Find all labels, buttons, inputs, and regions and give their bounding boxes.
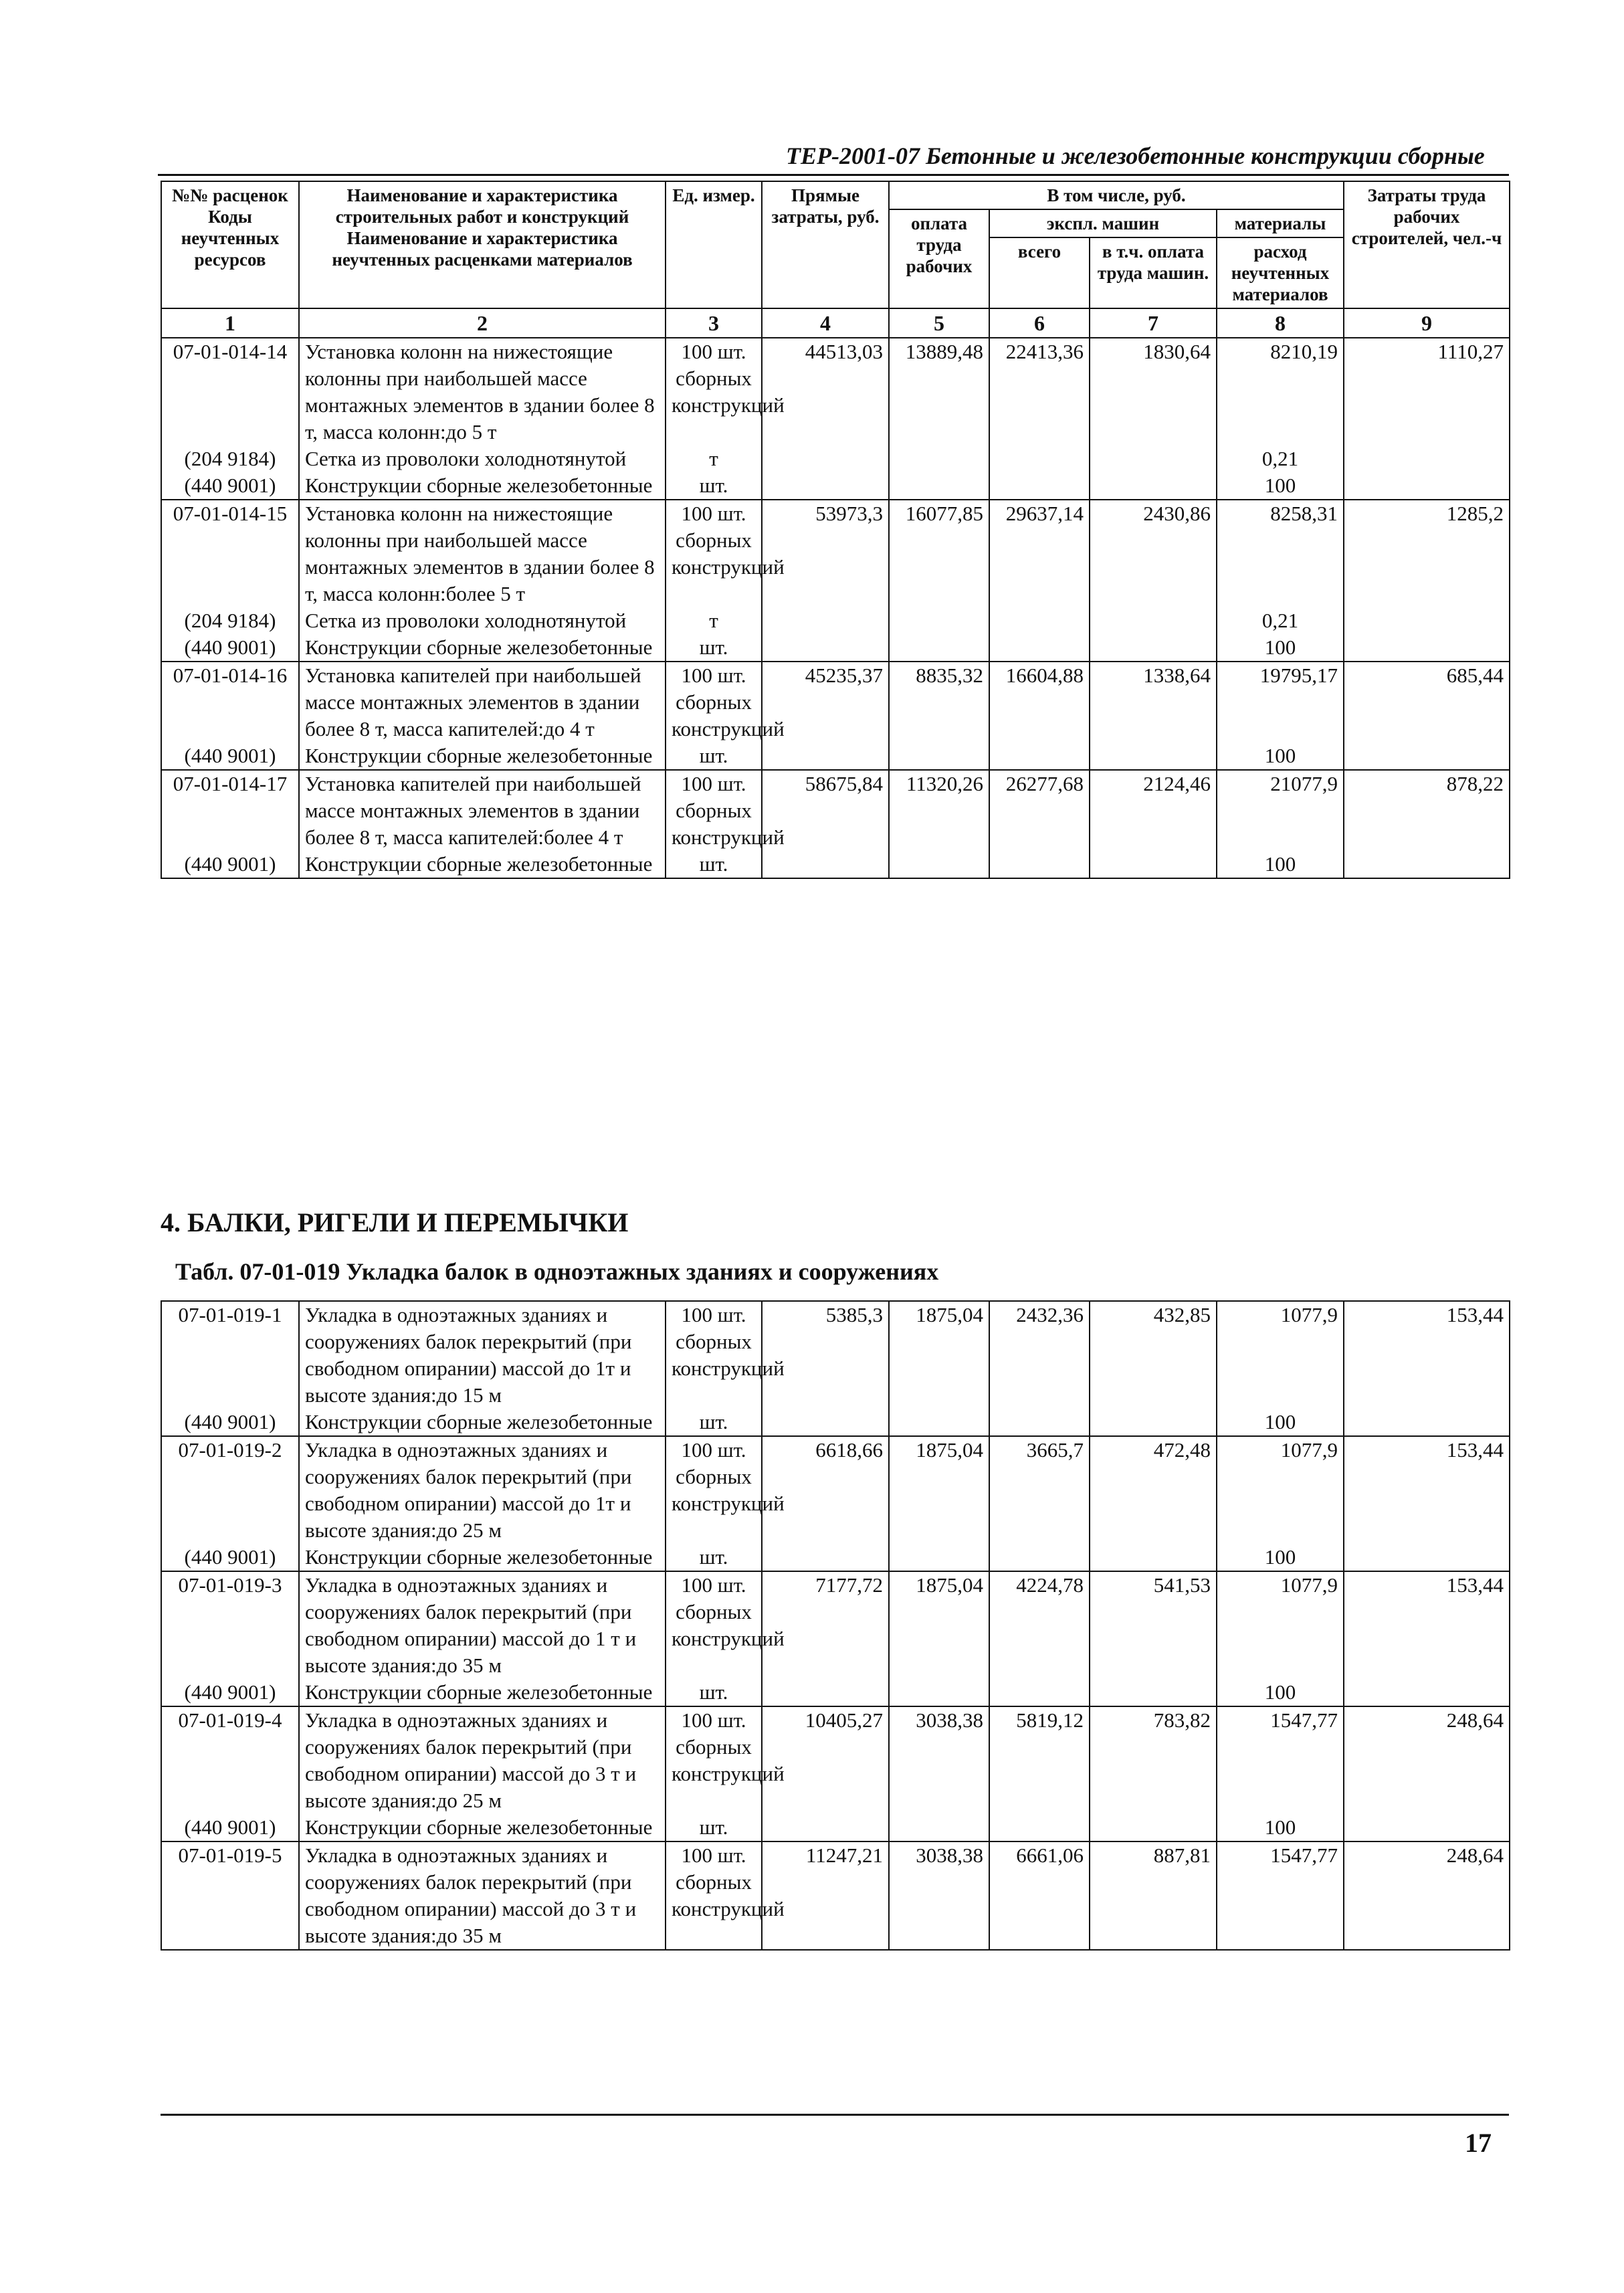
direct-cost: 10405,27 [762,1706,889,1814]
empty-cell [762,1544,889,1571]
column-number: 6 [989,308,1090,338]
empty-cell [1344,742,1510,770]
resource-name: Конструкции сборные железобетонные [299,1814,666,1841]
labor-hours: 878,22 [1344,770,1510,851]
work-name: Укладка в одноэтажных зданиях и сооружениях балок перекрытий (при свободном опирании) массой до 1т и высоте здания:до 15 м [299,1301,666,1409]
unit: 100 шт. сборных конструкций [666,770,762,851]
empty-cell [989,607,1090,634]
col-pay-header: оплата труда рабочих [889,209,989,308]
col-mach-pay-header: в т.ч. оплата труда машин. [1090,237,1217,308]
labor-hours: 1110,27 [1344,338,1510,445]
col-labor-header: Затраты труда рабочих строителей, чел.-ч [1344,181,1510,308]
empty-cell [889,742,989,770]
empty-cell [889,607,989,634]
empty-cell [1090,634,1217,662]
empty-cell [1090,1544,1217,1571]
empty-cell [989,634,1090,662]
resource-unit: шт. [666,634,762,662]
empty-cell [1090,607,1217,634]
materials-cost: 19795,17 [1217,662,1344,742]
empty-cell [762,472,889,500]
materials-cost: 1077,9 [1217,1301,1344,1409]
resource-name: Конструкции сборные железобетонные [299,472,666,500]
col-mat-sub-header: расход неучтенных материалов [1217,237,1344,308]
resource-consumption: 100 [1217,1544,1344,1571]
empty-cell [1344,1544,1510,1571]
rate-code: 07-01-014-17 [161,770,299,851]
resource-name: Конструкции сборные железобетонные [299,634,666,662]
empty-cell [1090,1814,1217,1841]
direct-cost: 5385,3 [762,1301,889,1409]
empty-cell [889,634,989,662]
labor-pay: 3038,38 [889,1841,989,1950]
rate-code: 07-01-014-15 [161,500,299,607]
empty-cell [889,1679,989,1706]
column-number: 7 [1090,308,1217,338]
materials-cost: 1077,9 [1217,1436,1344,1544]
machine-pay: 887,81 [1090,1841,1217,1950]
work-name: Укладка в одноэтажных зданиях и сооружениях балок перекрытий (при свободном опирании) массой до 1 т и высоте здания:до 35 м [299,1571,666,1679]
resource-code: (440 9001) [161,1409,299,1436]
resource-row [161,1544,1510,1571]
empty-cell [889,1409,989,1436]
resource-unit: шт. [666,1544,762,1571]
direct-cost: 58675,84 [762,770,889,851]
unit: 100 шт. сборных конструкций [666,1706,762,1814]
resource-name: Конструкции сборные железобетонные [299,851,666,878]
resource-name: Конструкции сборные железобетонные [299,1409,666,1436]
unit: 100 шт. сборных конструкций [666,662,762,742]
rate-code: 07-01-019-5 [161,1841,299,1950]
labor-hours: 248,64 [1344,1841,1510,1950]
resource-name: Сетка из проволоки холоднотянутой [299,445,666,472]
resource-code: (440 9001) [161,1679,299,1706]
resource-row [161,1409,1510,1436]
column-number: 5 [889,308,989,338]
table-row [161,770,1510,851]
empty-cell [1344,851,1510,878]
empty-cell [1344,1679,1510,1706]
machine-pay: 541,53 [1090,1571,1217,1679]
empty-cell [1344,1409,1510,1436]
resource-consumption: 100 [1217,1679,1344,1706]
labor-hours: 248,64 [1344,1706,1510,1814]
resource-unit: шт. [666,1679,762,1706]
machine-pay: 783,82 [1090,1706,1217,1814]
resource-code: (440 9001) [161,634,299,662]
resource-name: Конструкции сборные железобетонные [299,1544,666,1571]
rate-code: 07-01-019-3 [161,1571,299,1679]
empty-cell [1344,472,1510,500]
empty-cell [1344,634,1510,662]
table-row [161,338,1510,445]
direct-cost: 11247,21 [762,1841,889,1950]
machine-cost: 26277,68 [989,770,1090,851]
col-incl-header: В том числе, руб. [889,181,1344,209]
empty-cell [989,1814,1090,1841]
resource-row [161,1679,1510,1706]
unit: 100 шт. сборных конструкций [666,338,762,445]
table-row [161,1841,1510,1950]
empty-cell [1344,607,1510,634]
col-direct-header: Прямые затраты, руб. [762,181,889,308]
rate-code: 07-01-019-4 [161,1706,299,1814]
empty-cell [1090,445,1217,472]
machine-cost: 4224,78 [989,1571,1090,1679]
empty-cell [762,1409,889,1436]
beams-table-body [161,1301,1510,1950]
work-name: Установка капителей при наибольшей массе монтажных элементов в здании более 8 т, масса капителей:до 4 т [299,662,666,742]
work-name: Установка капителей при наибольшей массе монтажных элементов в здании более 8 т, масса капителей:более 4 т [299,770,666,851]
resource-code: (204 9184) [161,607,299,634]
machine-cost: 6661,06 [989,1841,1090,1950]
work-name: Установка колонн на нижестоящие колонны при наибольшей массе монтажных элементов в здании более 8 т, масса колонн:более 5 т [299,500,666,607]
empty-cell [989,851,1090,878]
work-name: Установка колонн на нижестоящие колонны при наибольшей массе монтажных элементов в здании более 8 т, масса колонн:до 5 т [299,338,666,445]
empty-cell [762,742,889,770]
direct-cost: 6618,66 [762,1436,889,1544]
empty-cell [762,851,889,878]
empty-cell [1344,1814,1510,1841]
labor-hours: 153,44 [1344,1571,1510,1679]
resource-consumption: 0,21 [1217,445,1344,472]
unit: 100 шт. сборных конструкций [666,1301,762,1409]
table-caption: Табл. 07-01-019 Укладка балок в одноэтажных зданиях и сооружениях [175,1258,939,1285]
resource-name: Конструкции сборные железобетонные [299,742,666,770]
table-row [161,1571,1510,1679]
empty-cell [989,472,1090,500]
resource-code: (440 9001) [161,1544,299,1571]
resource-consumption: 100 [1217,472,1344,500]
machine-cost: 16604,88 [989,662,1090,742]
machine-cost: 2432,36 [989,1301,1090,1409]
labor-pay: 1875,04 [889,1436,989,1544]
table-row [161,662,1510,742]
empty-cell [762,634,889,662]
resource-unit: т [666,607,762,634]
resource-code: (440 9001) [161,742,299,770]
labor-hours: 1285,2 [1344,500,1510,607]
rate-code: 07-01-014-16 [161,662,299,742]
resource-consumption: 100 [1217,742,1344,770]
empty-cell [889,1814,989,1841]
footer-rule [161,2114,1509,2116]
resource-unit: шт. [666,472,762,500]
empty-cell [1090,1679,1217,1706]
rates-table-body [161,338,1510,878]
labor-pay: 8835,32 [889,662,989,742]
labor-hours: 685,44 [1344,662,1510,742]
unit: 100 шт. сборных конструкций [666,500,762,607]
rates-table [161,181,1510,879]
labor-pay: 1875,04 [889,1571,989,1679]
resource-consumption: 0,21 [1217,607,1344,634]
machine-pay: 1830,64 [1090,338,1217,445]
resource-row [161,607,1510,634]
empty-cell [889,472,989,500]
resource-row [161,634,1510,662]
rate-code: 07-01-019-2 [161,1436,299,1544]
machine-pay: 2430,86 [1090,500,1217,607]
empty-cell [1090,742,1217,770]
resource-consumption: 100 [1217,1409,1344,1436]
empty-cell [1090,1409,1217,1436]
resource-code: (440 9001) [161,1814,299,1841]
direct-cost: 7177,72 [762,1571,889,1679]
header-rule [158,174,1509,176]
empty-cell [762,607,889,634]
table-row [161,1301,1510,1409]
direct-cost: 45235,37 [762,662,889,742]
col-mach-header: экспл. машин [989,209,1217,237]
resource-consumption: 100 [1217,634,1344,662]
resource-unit: шт. [666,1814,762,1841]
empty-cell [989,1409,1090,1436]
work-name: Укладка в одноэтажных зданиях и сооружениях балок перекрытий (при свободном опирании) массой до 3 т и высоте здания:до 25 м [299,1706,666,1814]
empty-cell [889,1544,989,1571]
empty-cell [1090,472,1217,500]
column-number: 8 [1217,308,1344,338]
resource-row [161,742,1510,770]
column-number: 4 [762,308,889,338]
machine-cost: 22413,36 [989,338,1090,445]
labor-pay: 3038,38 [889,1706,989,1814]
col-code-header: №№ расценок Коды неучтенных ресурсов [161,181,299,308]
materials-cost: 1547,77 [1217,1841,1344,1950]
empty-cell [989,742,1090,770]
machine-pay: 2124,46 [1090,770,1217,851]
resource-unit: шт. [666,742,762,770]
unit: 100 шт. сборных конструкций [666,1436,762,1544]
empty-cell [889,445,989,472]
empty-cell [989,1679,1090,1706]
labor-hours: 153,44 [1344,1301,1510,1409]
machine-pay: 432,85 [1090,1301,1217,1409]
column-number: 9 [1344,308,1510,338]
resource-row [161,445,1510,472]
machine-pay: 1338,64 [1090,662,1217,742]
materials-cost: 1077,9 [1217,1571,1344,1679]
empty-cell [989,1544,1090,1571]
machine-cost: 3665,7 [989,1436,1090,1544]
col-mach-all-header: всего [989,237,1090,308]
resource-name: Сетка из проволоки холоднотянутой [299,607,666,634]
table-row [161,1706,1510,1814]
col-mat-header: материалы [1217,209,1344,237]
work-name: Укладка в одноэтажных зданиях и сооружениях балок перекрытий (при свободном опирании) массой до 1т и высоте здания:до 25 м [299,1436,666,1544]
empty-cell [1090,851,1217,878]
rate-code: 07-01-019-1 [161,1301,299,1409]
column-number: 3 [666,308,762,338]
labor-pay: 1875,04 [889,1301,989,1409]
unit: 100 шт. сборных конструкций [666,1571,762,1679]
column-number: 1 [161,308,299,338]
materials-cost: 1547,77 [1217,1706,1344,1814]
labor-pay: 11320,26 [889,770,989,851]
resource-unit: т [666,445,762,472]
table-row [161,1436,1510,1544]
empty-cell [762,1679,889,1706]
section-title: 4. БАЛКИ, РИГЕЛИ И ПЕРЕМЫЧКИ [161,1207,629,1237]
machine-cost: 29637,14 [989,500,1090,607]
table-row [161,500,1510,607]
resource-name: Конструкции сборные железобетонные [299,1679,666,1706]
materials-cost: 21077,9 [1217,770,1344,851]
col-unit-header: Ед. измер. [666,181,762,308]
resource-row [161,851,1510,878]
resource-code: (440 9001) [161,851,299,878]
col-name-header: Наименование и характеристика строительных работ и конструкций Наименование и характеристика неучтенных расценками материалов [299,181,666,308]
labor-hours: 153,44 [1344,1436,1510,1544]
page-number: 17 [1465,2128,1492,2158]
direct-cost: 44513,03 [762,338,889,445]
empty-cell [1344,445,1510,472]
empty-cell [762,1814,889,1841]
empty-cell [989,445,1090,472]
resource-consumption: 100 [1217,851,1344,878]
resource-unit: шт. [666,1409,762,1436]
resource-code: (204 9184) [161,445,299,472]
column-numbers-row [161,308,1510,338]
labor-pay: 13889,48 [889,338,989,445]
labor-pay: 16077,85 [889,500,989,607]
work-name: Укладка в одноэтажных зданиях и сооружениях балок перекрытий (при свободном опирании) массой до 3 т и высоте здания:до 35 м [299,1841,666,1950]
machine-cost: 5819,12 [989,1706,1090,1814]
materials-cost: 8210,19 [1217,338,1344,445]
resource-code: (440 9001) [161,472,299,500]
beams-table [161,1300,1510,1951]
running-header: ТЕР-2001-07 Бетонные и железобетонные конструкции сборные [786,142,1485,169]
materials-cost: 8258,31 [1217,500,1344,607]
resource-unit: шт. [666,851,762,878]
rate-code: 07-01-014-14 [161,338,299,445]
resource-row [161,1814,1510,1841]
column-number: 2 [299,308,666,338]
empty-cell [889,851,989,878]
machine-pay: 472,48 [1090,1436,1217,1544]
empty-cell [762,445,889,472]
direct-cost: 53973,3 [762,500,889,607]
resource-consumption: 100 [1217,1814,1344,1841]
unit: 100 шт. сборных конструкций [666,1841,762,1950]
resource-row [161,472,1510,500]
